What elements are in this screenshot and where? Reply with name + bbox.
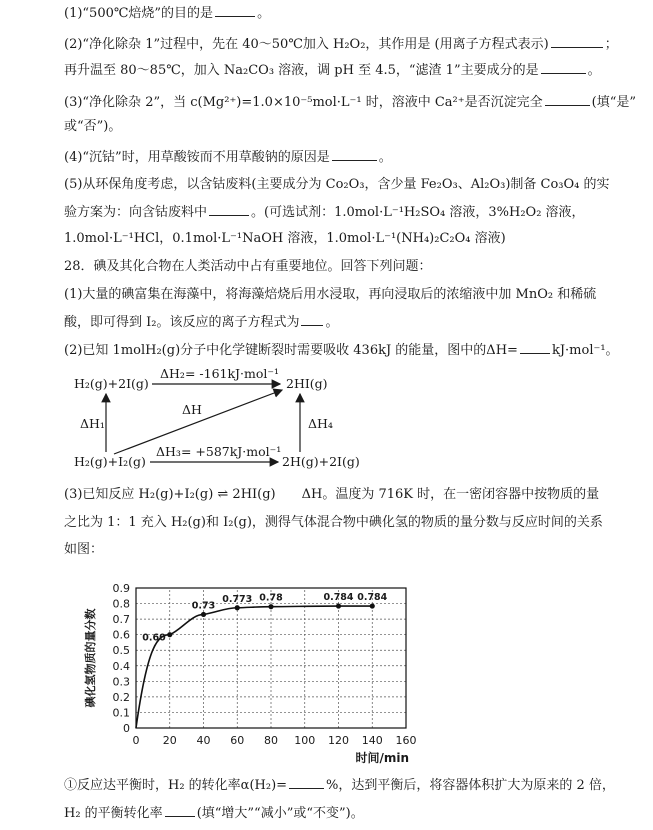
y-tick-label: 0 (123, 722, 130, 735)
q28-sub1-b (64, 804, 364, 823)
x-tick-label: 80 (264, 734, 278, 747)
fill-hint: (填“是” (591, 95, 637, 110)
q28-part2 (64, 341, 619, 360)
answer-blank[interactable] (289, 776, 324, 789)
q27-part2-text: (2)“净化除杂 1”过程中，先在 40～50℃加入 H₂O₂，其作用是 (用离子方程式表示) (64, 37, 549, 52)
q28-sub1-text-mid: %，达到平衡后，将容器体积扩大为原来的 2 倍， (326, 778, 615, 793)
answer-blank[interactable] (301, 313, 323, 326)
answer-blank[interactable] (165, 804, 195, 817)
data-label: 0.60 (142, 632, 166, 644)
y-tick-label: 0.3 (112, 675, 130, 689)
answer-blank[interactable] (215, 4, 255, 17)
q28-part1-text-b: 酸，即可得到 I₂。该反应的离子方程式为 (64, 315, 300, 330)
q28-part1-b (64, 313, 339, 332)
x-tick-label: 40 (196, 734, 211, 747)
punct: 。 (587, 63, 601, 78)
q27-part3-text-b: 或“否”)。 (64, 119, 122, 134)
q27-part2-a (64, 35, 618, 54)
data-label: 0.78 (259, 592, 283, 604)
x-tick-label: 140 (361, 734, 383, 747)
data-point (336, 603, 341, 608)
answer-blank[interactable] (209, 203, 249, 216)
q28-sub1-text-b: H₂ 的平衡转化率 (64, 806, 163, 821)
q27-part3-a (64, 93, 636, 112)
q27-part5-text: (5)从环保角度考虑，以含钴废料(主要成分为 Co₂O₃，含少量 Fe₂O₃、Al₂O₃)制备 Co₃O₄ 的实 (64, 177, 610, 192)
diagram-bottom-right: 2H(g)+2I(g) (282, 454, 360, 469)
data-point (268, 604, 273, 609)
data-label: 0.784 (323, 592, 354, 604)
q28-part3-b (64, 514, 603, 532)
dh-label: ΔH (182, 402, 202, 417)
q28-sub1-a (64, 776, 615, 795)
punct: ； (604, 37, 618, 52)
q27-part5-reagents: 。(可选试剂：1.0mol·L⁻¹H₂SO₄ 溶液，3%H₂O₂ 溶液， (251, 205, 585, 220)
q28-title: 28．碘及其化合物在人类活动中占有重要地位。回答下列问题： (64, 259, 432, 274)
q27-part4 (64, 148, 392, 167)
x-tick-label: 20 (162, 734, 177, 747)
q27-part1-text: (1)“500℃焙烧”的目的是 (64, 6, 214, 21)
q27-part5-b (64, 203, 585, 222)
q28-part2-text: (2)已知 1molH₂(g)分子中化学键断裂时需要吸收 436kJ 的能量，图中的ΔH= (64, 343, 518, 358)
y-tick-label: 0.6 (112, 628, 130, 642)
dh3-label: ΔH₃= +587kJ·mol⁻¹ (156, 444, 282, 459)
data-label: 0.73 (191, 600, 216, 612)
y-tick-label: 0.9 (112, 582, 130, 595)
q28-part3-text-c: 如图： (64, 542, 104, 557)
q27-part1 (64, 4, 270, 23)
dh4-label: ΔH₄ (308, 416, 333, 431)
y-tick-label: 0.4 (112, 659, 130, 673)
diagram-top-right: 2HI(g) (286, 376, 328, 391)
q28-part1-text: (1)大量的碘富集在海藻中，将海藻焙烧后用水浸取，再向浸取后的浓缩液中加 MnO₂ 和稀硫 (64, 287, 597, 302)
answer-blank[interactable] (332, 148, 377, 161)
x-tick-label: 0 (132, 734, 140, 747)
q28-part1-a (64, 286, 596, 304)
q27-part2-b (64, 61, 601, 80)
punct: 。 (325, 315, 339, 330)
energy-cycle-diagram (72, 368, 372, 478)
q27-part3-text: (3)“净化除杂 2”，当 c(Mg²⁺)=1.0×10⁻⁵mol·L⁻¹ 时，溶液中 Ca²⁺是否沉淀完全 (64, 95, 543, 110)
x-tick-label: 120 (328, 734, 349, 747)
data-label: 0.773 (222, 593, 253, 605)
x-tick-label: 160 (395, 734, 417, 747)
data-point (201, 612, 206, 617)
y-tick-label: 0.2 (112, 690, 130, 704)
series-line (136, 606, 372, 728)
answer-blank[interactable] (520, 341, 550, 354)
hi-fraction-chart (76, 576, 436, 766)
q28-sub1-text: ①反应达平衡时，H₂ 的转化率α(H₂)= (64, 778, 288, 793)
q27-part5-text-b: 验方案为：向含钴废料中 (64, 205, 208, 220)
x-tick-label: 60 (230, 734, 245, 747)
q28-part3-text: (3)已知反应 H₂(g)+I₂(g) ⇌ 2HI(g) ΔH。温度为 716K 时，在一密闭容器中按物质的量 (64, 487, 600, 502)
data-point (167, 632, 172, 637)
punct: 。 (378, 150, 392, 165)
q27-part5-c (64, 230, 506, 248)
q28-part3-a (64, 486, 599, 504)
data-point (235, 605, 240, 610)
q27-part4-text: (4)“沉钴”时，用草酸铵而不用草酸钠的原因是 (64, 150, 330, 165)
data-label: 0.784 (357, 592, 388, 604)
q27-part5-text-c: 1.0mol·L⁻¹HCl，0.1mol·L⁻¹NaOH 溶液，1.0mol·L⁻¹(NH₄)₂C₂O₄ 溶液) (64, 231, 506, 246)
q28-part3-text-b: 之比为 1：1 充入 H₂(g)和 I₂(g)，测得气体混合物中碘化氢的物质的量分数与反应时间的关系 (64, 515, 603, 530)
q28-heading (64, 258, 432, 276)
dh1-label: ΔH₁ (80, 416, 105, 431)
data-point (370, 603, 375, 608)
punct: 。 (257, 6, 271, 21)
y-tick-label: 0.8 (112, 597, 130, 611)
y-tick-label: 0.5 (112, 644, 130, 658)
q27-part2-text-b: 再升温至 80～85℃，加入 Na₂CO₃ 溶液，调 pH 至 4.5，“滤渣 1”主要成分的是 (64, 63, 539, 78)
q28-part3-c (64, 541, 103, 559)
x-tick-label: 100 (294, 734, 316, 747)
data-labels (142, 592, 387, 644)
x-axis-label: 时间/min (355, 751, 410, 765)
q27-part3-b (64, 118, 121, 136)
y-tick-label: 0.1 (112, 706, 130, 720)
answer-blank[interactable] (545, 93, 590, 106)
diagram-top-left: H₂(g)+2I(g) (74, 376, 149, 391)
fill-hint: (填“增大”“减小”或“不变”)。 (196, 806, 364, 821)
y-axis-label: 碘化氢物质的量分数 (84, 608, 97, 708)
y-tick-label: 0.7 (112, 613, 130, 627)
answer-blank[interactable] (551, 35, 603, 48)
y-tick-labels (113, 582, 131, 735)
x-tick-labels (133, 734, 417, 747)
answer-blank[interactable] (541, 61, 586, 74)
unit: kJ·mol⁻¹。 (551, 343, 619, 358)
q27-part5-a (64, 176, 610, 194)
diagram-bottom-left: H₂(g)+I₂(g) (74, 454, 146, 469)
dh2-label: ΔH₂= -161kJ·mol⁻¹ (160, 368, 280, 381)
